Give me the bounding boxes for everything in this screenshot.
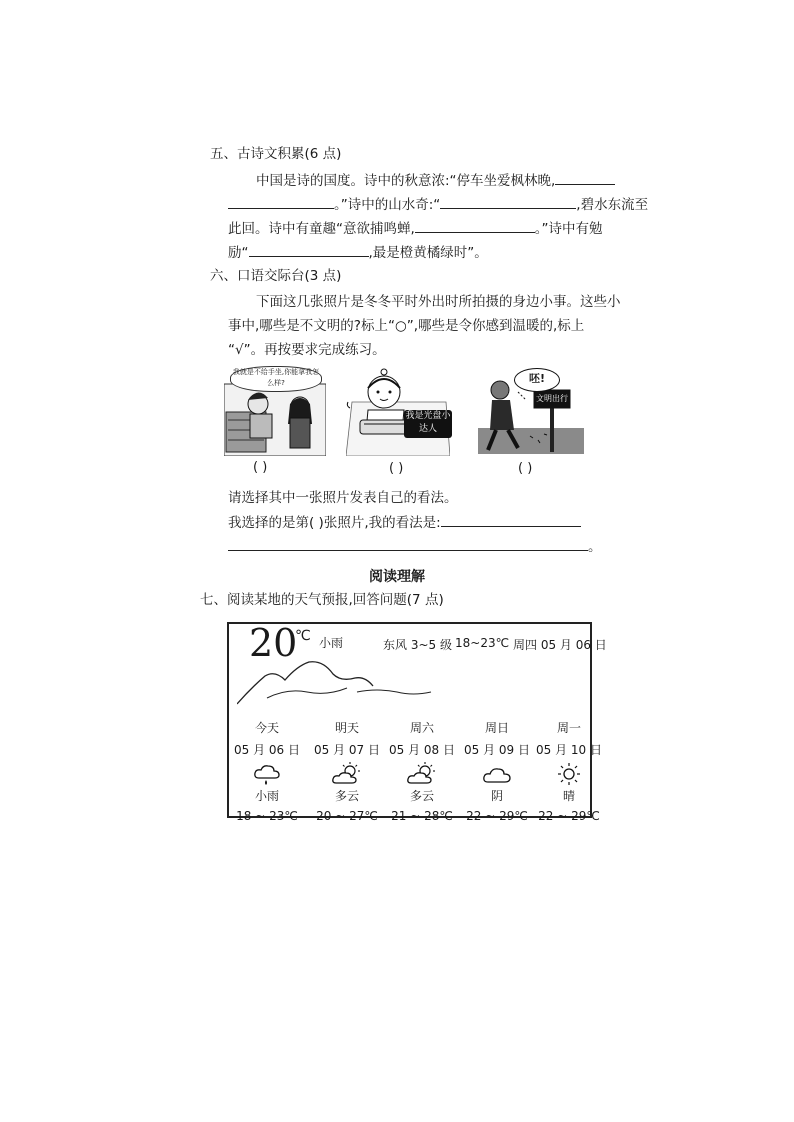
forecast-day-temp: 22 ~ 29℃	[466, 809, 528, 823]
forecast-day-date: 05 月 08 日	[389, 743, 455, 757]
photo-2	[346, 366, 450, 456]
forecast-day-name: 明天	[334, 721, 359, 735]
section6-para3: “√”。再按要求完成练习。	[228, 342, 386, 358]
forecast-day-name: 周一	[556, 721, 581, 735]
answer-blank-4[interactable]	[415, 218, 535, 233]
forecast-day-temp: 21 ~ 28℃	[391, 809, 453, 823]
weather-forecast-card	[227, 621, 607, 823]
today-temp-range: 18~23℃	[455, 636, 510, 650]
speech-bubble-3: 呸!	[514, 368, 560, 392]
poem-line3-text: 此回。诗中有童趣“意欲捕鸣蝉,	[228, 221, 415, 237]
answer-prompt: 我选择的是第( )张照片,我的看法是:	[228, 515, 441, 531]
period-mark: 。	[588, 539, 602, 555]
speech-bubble-1: 我就是不给手坐,你能拿我怎么样?	[230, 366, 322, 392]
current-temperature: 20	[249, 621, 298, 665]
photo-3	[478, 368, 584, 456]
answer-blank-opinion-2[interactable]	[228, 536, 588, 551]
section5-heading: 五、古诗文积累(6 点)	[210, 146, 342, 162]
forecast-day-name: 周日	[484, 721, 509, 735]
forecast-day-date: 05 月 09 日	[464, 743, 530, 757]
answer-blank-3[interactable]	[440, 194, 576, 209]
forecast-day-condition: 多云	[334, 789, 359, 803]
forecast-day	[533, 718, 605, 826]
forecast-day-date: 05 月 07 日	[314, 743, 380, 757]
forecast-day-date: 05 月 06 日	[234, 743, 300, 757]
section5-line4	[228, 242, 488, 263]
forecast-day-name: 周六	[409, 721, 434, 735]
sign-civilized-travel: 文明出行	[536, 394, 568, 403]
answer-blank-1[interactable]	[555, 170, 615, 185]
answer-paren-2[interactable]: ( )	[389, 461, 404, 476]
forecast-day-date: 05 月 10 日	[536, 743, 602, 757]
forecast-day	[386, 718, 458, 826]
partly-cloudy-icon	[386, 762, 458, 786]
answer-line-2	[228, 536, 602, 557]
photo-1	[224, 364, 326, 456]
forecast-day-condition: 晴	[562, 789, 575, 803]
mountain-illustration	[237, 658, 433, 706]
section6-para1: 下面这几张照片是冬冬平时外出时所拍摄的身边小事。这些小	[256, 294, 621, 310]
poem-line4-end: ,最是橙黄橘绿时”。	[368, 245, 488, 261]
answer-blank-5[interactable]	[249, 242, 369, 257]
sun-icon	[533, 762, 605, 786]
answer-paren-1[interactable]: ( )	[253, 460, 268, 475]
poem-line3-end: 。”诗中有勉	[534, 221, 603, 237]
section6-heading: 六、口语交际台(3 点)	[210, 268, 342, 284]
forecast-day	[461, 718, 533, 826]
poem-line4-text: 励“	[228, 245, 249, 261]
reading-title: 阅读理解	[369, 569, 425, 585]
answer-blank-2[interactable]	[228, 194, 334, 209]
cloud-icon	[461, 762, 533, 786]
answer-line-1	[228, 512, 581, 533]
poem-line2b-text: ,碧水东流至	[576, 197, 649, 213]
forecast-day-temp: 20 ~ 27℃	[316, 809, 378, 823]
forecast-day-condition: 阴	[490, 789, 503, 803]
section6-para2: 事中,哪些是不文明的?标上“○”,哪些是令你感到温暖的,标上	[228, 318, 585, 334]
poem-line1-text: 中国是诗的国度。诗中的秋意浓:“停车坐爱枫林晚,	[256, 173, 556, 189]
speech-bubble-2: 我是光盘小达人	[404, 410, 452, 438]
section5-line3	[228, 218, 603, 239]
temperature-unit: ℃	[295, 628, 311, 644]
section5-line2	[228, 194, 648, 215]
section5-line1	[256, 170, 615, 191]
section7-heading: 七、阅读某地的天气预报,回答问题(7 点)	[200, 592, 444, 608]
forecast-day-condition: 小雨	[254, 789, 279, 803]
current-date: 周四 05 月 06 日	[513, 638, 607, 652]
poem-line2-text: 。”诗中的山水奇:“	[334, 197, 441, 213]
answer-paren-3[interactable]: ( )	[518, 461, 533, 476]
choose-instruction: 请选择其中一张照片发表自己的看法。	[228, 490, 458, 506]
wind-info: 东风 3~5 级	[383, 638, 452, 652]
answer-blank-opinion-1[interactable]	[441, 512, 581, 527]
forecast-day-temp: 22 ~ 29℃	[538, 809, 600, 823]
forecast-day-condition: 多云	[409, 789, 434, 803]
forecast-day	[231, 718, 303, 826]
partly-cloudy-icon	[311, 762, 383, 786]
forecast-day-temp: 18 ~ 23℃	[236, 809, 298, 823]
forecast-day	[311, 718, 383, 826]
forecast-day-name: 今天	[254, 721, 279, 735]
rain-cloud-icon	[231, 762, 303, 786]
current-condition: 小雨	[319, 636, 344, 650]
